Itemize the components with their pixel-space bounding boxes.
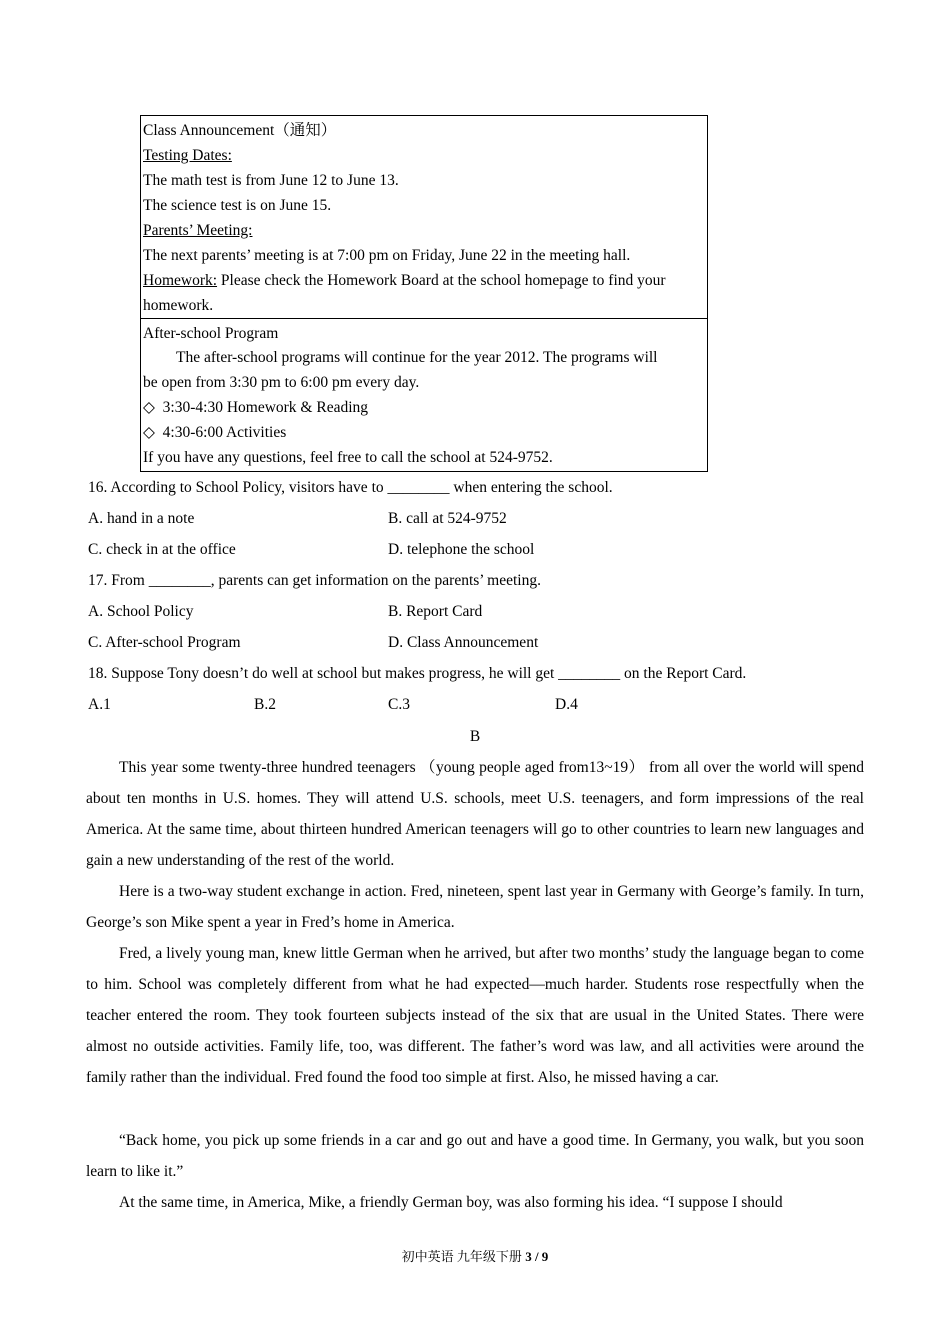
section-b-label: B: [469, 728, 481, 745]
passage-paragraph-3: Fred, a lively young man, knew little German when he arrived, but after two months’ study the language began to come to him. School was completely different from what he had expected—much harder. Students rose respectfully when the teacher entered the room. They took fourteen subjects instead of the six that are usual in the United States. There were almost no outside activities. Family life, too, was different. The father’s word was law, and all activities were around the family rather than the individual. Fred found the food too simple at first. Also, he missed having a car.: [86, 945, 864, 1087]
contact-line: If you have any questions, feel free to call the school at 524-9752.: [143, 449, 553, 466]
after-school-text-1: The after-school programs will continue for the year 2012. The programs will: [176, 349, 658, 366]
homework-heading: Homework:: [143, 272, 218, 289]
question-17: 17. From ________, parents can get information on the parents’ meeting.: [88, 572, 541, 589]
schedule-item-1: [143, 398, 705, 418]
parents-meeting-line: The next parents’ meeting is at 7:00 pm on Friday, June 22 in the meeting hall.: [143, 247, 631, 264]
passage-paragraph-2: Here is a two-way student exchange in action. Fred, nineteen, spent last year in Germany with George’s family. In turn, George’s son Mike spent a year in Fred’s home in America.: [86, 883, 864, 932]
footer-text: 初中英语 九年级下册: [401, 1249, 526, 1264]
diamond-bullet-icon: ◇: [143, 399, 155, 416]
schedule-item-1-text: 3:30-4:30 Homework & Reading: [162, 399, 369, 416]
q18-option-c[interactable]: C.3: [388, 696, 410, 713]
diamond-bullet-icon: ◇: [143, 424, 155, 441]
q18-option-a[interactable]: A.1: [88, 696, 111, 713]
homework-line-2: homework.: [143, 297, 214, 314]
q16-option-c[interactable]: C. check in at the office: [88, 541, 236, 558]
schedule-item-2-text: 4:30-6:00 Activities: [162, 424, 287, 441]
testing-dates-heading: Testing Dates:: [143, 147, 232, 164]
page-number: 3 / 9: [525, 1249, 549, 1264]
q16-option-d[interactable]: D. telephone the school: [388, 541, 535, 558]
science-test-line: The science test is on June 15.: [143, 197, 332, 214]
q17-option-a[interactable]: A. School Policy: [88, 603, 194, 620]
homework-text: Please check the Homework Board at the school homepage to find your: [217, 272, 666, 289]
passage-paragraph-4: “Back home, you pick up some friends in a car and go out and have a good time. In Germany, you walk, but you soon learn to like it.”: [86, 1132, 864, 1181]
question-16: 16. According to School Policy, visitors have to ________ when entering the school.: [88, 479, 613, 496]
homework-line: [143, 271, 705, 291]
q18-option-d[interactable]: D.4: [555, 696, 578, 713]
class-announcement-box: [140, 115, 708, 319]
question-18: 18. Suppose Tony doesn’t do well at school but makes progress, he will get ________ on the Report Card.: [88, 665, 747, 682]
page-footer: [0, 1247, 950, 1267]
math-test-line: The math test is from June 12 to June 13.: [143, 172, 399, 189]
q16-option-a[interactable]: A. hand in a note: [88, 510, 195, 527]
q17-option-b[interactable]: B. Report Card: [388, 603, 483, 620]
q16-option-b[interactable]: B. call at 524-9752: [388, 510, 507, 527]
parents-meeting-heading: Parents’ Meeting:: [143, 222, 253, 239]
after-school-text-2: be open from 3:30 pm to 6:00 pm every day.: [143, 374, 420, 391]
after-school-program-box: [140, 318, 708, 472]
q18-option-b[interactable]: B.2: [254, 696, 276, 713]
passage-paragraph-5: At the same time, in America, Mike, a friendly German boy, was also forming his idea. “I suppose I should: [119, 1194, 783, 1211]
after-school-title: After-school Program: [143, 325, 279, 342]
q17-option-c[interactable]: C. After-school Program: [88, 634, 241, 651]
q17-option-d[interactable]: D. Class Announcement: [388, 634, 539, 651]
passage-paragraph-1: This year some twenty-three hundred teenagers （young people aged from13~19） from all over the world will spend about ten months in U.S. homes. They will attend U.S. schools, meet U.S. teenagers, and form impressions of the real America. At the same time, about thirteen hundred American teenagers will go to other countries to learn new languages and gain a new understanding of the rest of the world.: [86, 759, 864, 870]
announcement-title: Class Announcement（通知）: [143, 122, 337, 139]
schedule-item-2: [143, 423, 705, 443]
